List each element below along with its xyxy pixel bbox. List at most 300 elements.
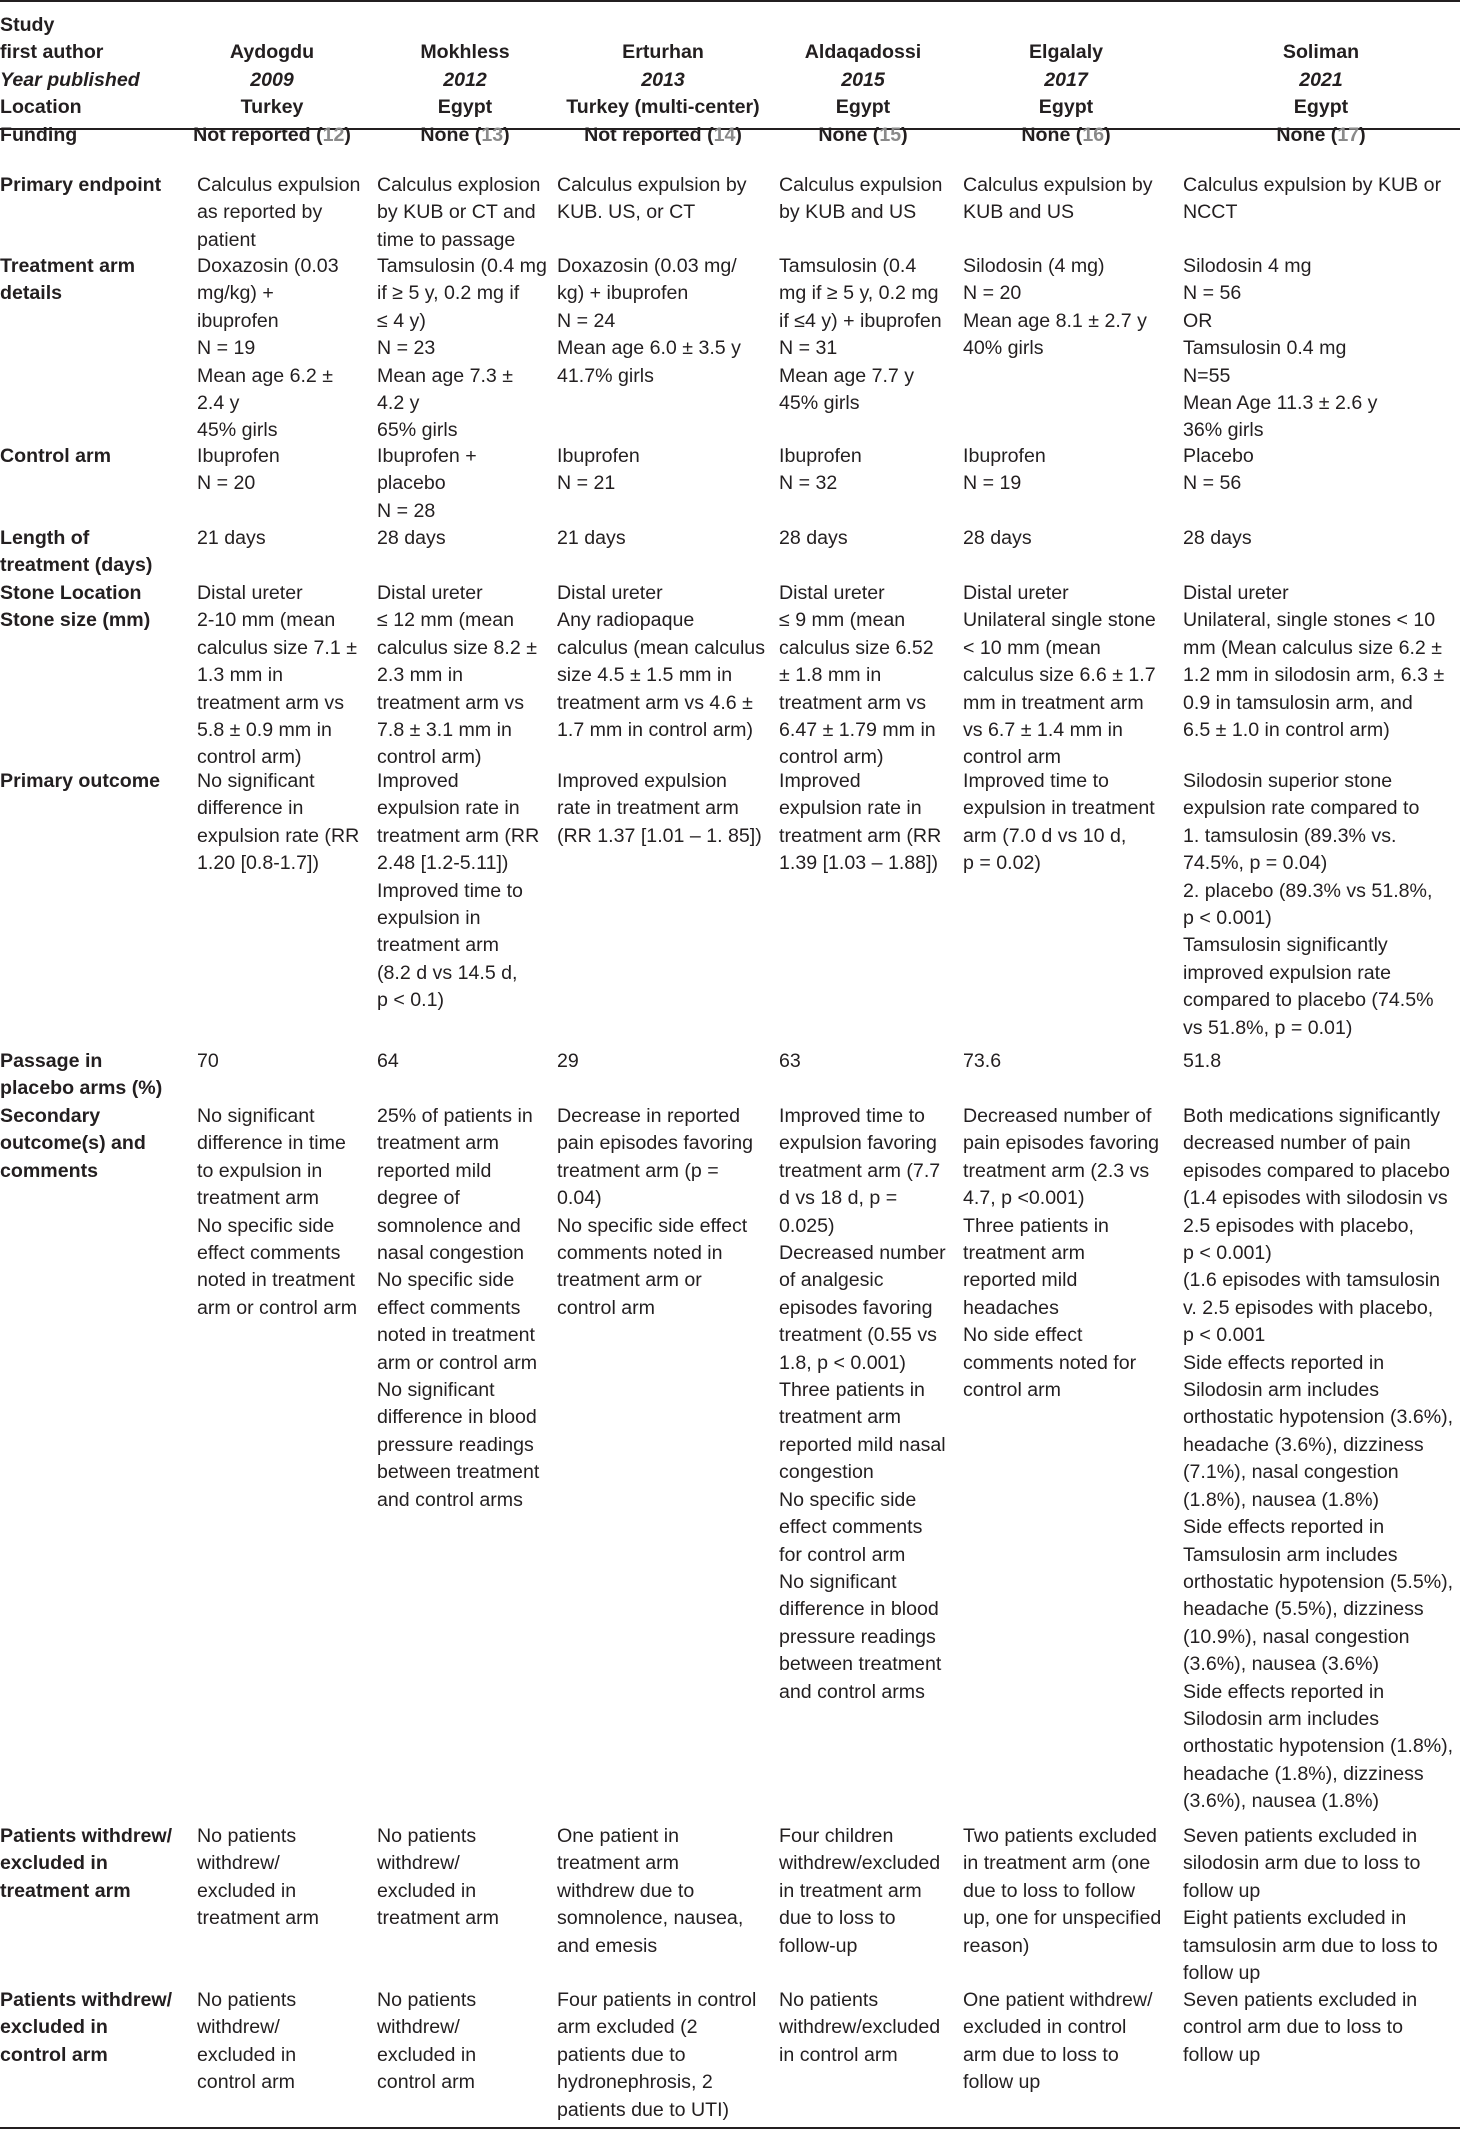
table-cell (557, 1987, 775, 2124)
table-cell (779, 1823, 959, 1960)
cell-line: control arm) (377, 746, 482, 769)
cell-line: Ibuprofen (197, 445, 280, 467)
cell-line: 28 days (779, 527, 848, 549)
cell-line: Calculus expulsion (779, 174, 943, 196)
cell-line: expulsion favoring (779, 1132, 937, 1155)
cell-line: 41.7% girls (557, 364, 654, 387)
row-label-line: Passage in (0, 1050, 103, 1072)
cell-line: in control arm (779, 2043, 898, 2066)
cell-line: Side effects reported in (1183, 1351, 1385, 1374)
cell-line: control arm) (779, 746, 884, 769)
table-cell (377, 1103, 553, 1514)
cell-line: in treatment arm (779, 1879, 922, 1902)
cell-line: 1.39 [1.03 – 1.88]) (779, 852, 939, 875)
cell-line: Decreased number (779, 1242, 946, 1265)
table-cell (377, 172, 553, 254)
cell-line: 65% girls (377, 419, 458, 442)
cell-line: tamsulosin arm due to loss to (1183, 1934, 1438, 1957)
cell-line: 28 days (377, 527, 446, 549)
cell-line: difference in (197, 797, 304, 820)
cell-line: p < 0.001) (1183, 1242, 1272, 1265)
cell-line: noted in treatment (197, 1269, 355, 1292)
table-cell (197, 768, 373, 878)
table-cell (963, 580, 1179, 772)
row-label-line: Stone size (mm) (0, 609, 151, 632)
table-cell (963, 253, 1179, 363)
table-cell (557, 172, 775, 227)
study-funding: None (15) (818, 123, 908, 146)
cell-line: KUB and US (963, 201, 1075, 224)
cell-line: Improved expulsion (557, 770, 727, 792)
study-funding-text: None (420, 123, 470, 146)
cell-line: as reported by (197, 201, 323, 224)
cell-line: No specific side (197, 1214, 335, 1237)
cell-line: reason) (963, 1934, 1030, 1957)
study-funding-text: None (1276, 123, 1326, 146)
cell-line: excluded in (197, 2043, 297, 2066)
row-label-line: Control arm (0, 445, 112, 467)
cell-line: No patients (197, 1989, 297, 2011)
cell-line: withdrew/excluded (779, 1852, 941, 1875)
table-cell (779, 768, 959, 878)
row-label (0, 253, 196, 308)
cell-line: calculus size 6.52 (779, 636, 934, 659)
cell-line: difference in blood (779, 1598, 939, 1621)
row-label-line: Length of (0, 527, 90, 549)
cell-line: orthostatic hypotension (1.8%), (1183, 1735, 1454, 1758)
cell-line: and control arms (377, 1488, 523, 1511)
cell-line: treatment arm vs (779, 691, 926, 714)
cell-line: Mean age 8.1 ± 2.7 y (963, 309, 1147, 332)
cell-line: somnolence and (377, 1214, 521, 1237)
cell-line: (10.9%), nasal congestion (1183, 1625, 1410, 1648)
cell-line: No specific side (779, 1488, 917, 1511)
cell-line: 40% girls (963, 337, 1044, 360)
cell-line: ≤ 4 y) (377, 309, 426, 332)
study-year: 2009 (250, 68, 294, 91)
cell-line: episodes favoring (779, 1296, 933, 1319)
table-cell (197, 580, 373, 772)
cell-line: control arm due to loss to (1183, 2016, 1403, 2039)
cell-line: Tamsulosin 0.4 mg (1183, 337, 1347, 360)
study-reference: 16 (1082, 123, 1105, 146)
cell-line: arm or control arm (197, 1296, 358, 1319)
row-label-line: Primary outcome (0, 770, 161, 792)
cell-line: Silodosin (4 mg) (963, 255, 1105, 277)
study-author: Aydogdu (229, 41, 315, 64)
cell-line: mm in treatment arm (963, 691, 1144, 714)
table-cell (779, 443, 959, 498)
cell-line: 21 days (197, 527, 266, 549)
cell-line: 1. tamsulosin (89.3% vs. (1183, 824, 1397, 847)
cell-line: treatment arm vs (197, 691, 344, 714)
cell-line: Tamsulosin (0.4 mg (377, 255, 547, 277)
cell-line: patients due to (557, 2043, 686, 2066)
cell-line: v. 2.5 episodes with placebo, (1183, 1296, 1434, 1319)
cell-line: N = 32 (779, 472, 838, 495)
cell-line: OR (1183, 309, 1213, 332)
cell-line: treatment arm (RR (377, 824, 540, 847)
cell-line: placebo (377, 472, 446, 495)
cell-line: Three patients in (779, 1379, 925, 1402)
cell-line: ≤ 9 mm (mean (779, 609, 906, 632)
cell-line: Unilateral, single stones < 10 (1183, 609, 1436, 632)
cell-line: One patient in (557, 1825, 680, 1847)
cell-line: time to passage (377, 228, 516, 251)
cell-line: headache (5.5%), dizziness (1183, 1598, 1424, 1621)
study-funding: None (13) (420, 123, 510, 146)
cell-line: N = 20 (963, 282, 1022, 305)
table-cell (963, 768, 1179, 878)
header-label: first author (0, 41, 104, 64)
study-author: Mokhless (420, 41, 510, 64)
cell-line: withdrew/ (197, 1852, 280, 1875)
cell-line: expulsion rate in (779, 797, 922, 820)
cell-line: headaches (963, 1296, 1059, 1319)
cell-line: for control arm (779, 1543, 906, 1566)
cell-line: Doxazosin (0.03 mg/ (557, 255, 737, 277)
cell-line: Eight patients excluded in (1183, 1907, 1407, 1930)
cell-line: N = 31 (779, 337, 838, 360)
cell-line: Decrease in reported (557, 1105, 740, 1127)
row-label (0, 768, 196, 795)
cell-line: 0.025) (779, 1214, 835, 1237)
table-cell (557, 525, 775, 552)
cell-line: 1.7 mm in control arm) (557, 719, 753, 742)
study-funding-text: Not reported (584, 123, 702, 146)
cell-line: 73.6 (963, 1050, 1002, 1072)
row-label (0, 1987, 196, 2069)
cell-line: expulsion rate compared to (1183, 797, 1420, 820)
cell-line: withdrew/ (377, 2016, 460, 2039)
cell-line: No patients (197, 1825, 297, 1847)
cell-line: 1.20 [0.8-1.7]) (197, 852, 319, 875)
cell-line: Doxazosin (0.03 (197, 255, 339, 277)
cell-line: N = 21 (557, 472, 616, 495)
cell-line: control arm (963, 1379, 1061, 1402)
study-reference: 15 (879, 123, 902, 146)
cell-line: 51.8 (1183, 1050, 1222, 1072)
row-label-line: treatment (days) (0, 554, 153, 577)
cell-line: Ibuprofen + (377, 445, 477, 467)
table-cell (557, 580, 775, 744)
cell-line: ibuprofen (197, 309, 279, 332)
cell-line: arm (7.0 d vs 10 d, (963, 824, 1127, 847)
cell-line: follow up (1183, 1962, 1261, 1985)
cell-line: withdrew/ (377, 1852, 460, 1875)
cell-line: somnolence, nausea, (557, 1907, 744, 1930)
cell-line: 7.8 ± 3.1 mm in (377, 719, 512, 742)
cell-line: One patient withdrew/ (963, 1989, 1153, 2011)
header-label: Location (0, 96, 82, 119)
study-reference: 14 (713, 123, 736, 146)
table-cell (557, 768, 775, 850)
cell-line: Mean age 7.7 y (779, 364, 915, 387)
study-funding: Not reported (12) (193, 123, 351, 146)
cell-line: treatment arm or (557, 1269, 702, 1292)
cell-line: treatment arm (RR (779, 824, 942, 847)
table-cell (779, 253, 959, 417)
row-label-line: comments (0, 1159, 98, 1182)
table-cell (197, 253, 373, 445)
cell-line: treatment arm (377, 934, 499, 957)
table-cell (377, 1048, 553, 1075)
cell-line: Calculus expulsion by (557, 174, 747, 196)
table-cell (1183, 443, 1455, 498)
cell-line: patient (197, 228, 256, 251)
cell-line: pressure readings (779, 1625, 936, 1648)
cell-line: calculus size 8.2 ± (377, 636, 537, 659)
row-label-line: treatment arm (0, 1879, 131, 1902)
cell-line: Calculus expulsion by KUB or (1183, 174, 1442, 196)
row-label (0, 443, 196, 470)
table-cell (963, 1103, 1179, 1404)
table-cell (557, 253, 775, 390)
table-cell (557, 1103, 775, 1322)
cell-line: Mean age 7.3 ± (377, 364, 514, 387)
cell-line: Side effects reported in (1183, 1680, 1385, 1703)
cell-line: withdrew/ (197, 2016, 280, 2039)
cell-line: mg if ≥ 5 y, 0.2 mg (779, 282, 939, 305)
cell-line: treatment arm (377, 1907, 499, 1930)
cell-line: effect comments (197, 1242, 341, 1265)
cell-line: due to loss to (779, 1907, 896, 1930)
table-cell (1183, 253, 1455, 445)
cell-line: N = 24 (557, 309, 616, 332)
cell-line: Improved time to (963, 770, 1109, 792)
cell-line: by KUB and US (779, 201, 917, 224)
cell-line: Side effects reported in (1183, 1516, 1385, 1539)
study-year: 2015 (841, 68, 885, 91)
cell-line: p < 0.001 (1183, 1324, 1266, 1347)
cell-line: difference in time (197, 1132, 346, 1155)
table-cell (377, 768, 553, 1015)
cell-line: N = 20 (197, 472, 256, 495)
cell-line: 21 days (557, 527, 626, 549)
study-location: Egypt (1038, 96, 1094, 119)
table-cell (963, 172, 1179, 227)
row-label-line: Treatment arm (0, 255, 136, 277)
cell-line: control arm (963, 746, 1061, 769)
cell-line: withdrew due to (557, 1879, 695, 1902)
cell-line: Distal ureter (779, 582, 885, 604)
cell-line: follow-up (779, 1934, 858, 1957)
table-cell (779, 1987, 959, 2069)
study-location: Turkey (240, 96, 304, 119)
cell-line: noted in treatment (377, 1324, 535, 1347)
cell-line: Both medications significantly (1183, 1105, 1441, 1127)
cell-line: Tamsulosin significantly (1183, 934, 1388, 957)
cell-line: Silodosin 4 mg (1183, 255, 1312, 277)
table-cell (197, 443, 373, 498)
header-label: Year published (0, 68, 140, 91)
header-label: Funding (0, 123, 78, 146)
row-label-line: control arm (0, 2043, 108, 2066)
study-funding-text: None (1021, 123, 1071, 146)
row-label-line: Secondary (0, 1105, 101, 1127)
cell-line: 2.3 mm in (377, 664, 464, 687)
study-funding-text: None (818, 123, 868, 146)
study-year: 2017 (1044, 68, 1088, 91)
cell-line: control arm (557, 1296, 655, 1319)
cell-line: of analgesic (779, 1269, 884, 1292)
cell-line: 2.48 [1.2-5.11]) (377, 852, 509, 875)
cell-line: reported mild nasal (779, 1433, 946, 1456)
study-author: Soliman (1282, 41, 1360, 64)
cell-line: effect comments (779, 1516, 923, 1539)
study-location: Turkey (multi-center) (566, 96, 760, 119)
cell-line: 25% of patients in (377, 1105, 533, 1127)
cell-line: by KUB or CT and (377, 201, 536, 224)
row-label-line: excluded in (0, 1852, 108, 1875)
cell-line: follow up (1183, 1879, 1261, 1902)
cell-line: degree of (377, 1187, 460, 1210)
table-cell (1183, 1823, 1455, 1987)
cell-line: treatment arm (7.7 (779, 1159, 941, 1182)
table-cell (197, 525, 373, 552)
cell-line: Distal ureter (377, 582, 483, 604)
cell-line: Improved time to (377, 879, 523, 902)
cell-line: follow up (963, 2071, 1041, 2094)
cell-line: 6.5 ± 1.0 in control arm) (1183, 719, 1390, 742)
cell-line: p < 0.1) (377, 989, 444, 1012)
cell-line: treatment arm (963, 1242, 1085, 1265)
table-cell (377, 1987, 553, 2097)
table-cell (963, 1987, 1179, 2097)
table-cell (779, 525, 959, 552)
table-cell (197, 1103, 373, 1322)
study-location: Egypt (1293, 96, 1349, 119)
cell-line: Silodosin arm includes (1183, 1379, 1380, 1402)
cell-line: NCCT (1183, 201, 1238, 224)
table-cell (557, 1048, 775, 1075)
cell-line: treatment arm (p = (557, 1159, 719, 1182)
cell-line: Unilateral single stone (963, 609, 1156, 632)
cell-line: p < 0.001) (1183, 907, 1272, 930)
row-label-line: details (0, 282, 63, 305)
cell-line: treatment arm vs 4.6 ± (557, 691, 753, 714)
cell-line: calculus size 7.1 ± (197, 636, 357, 659)
cell-line: and control arms (779, 1680, 925, 1703)
study-reference: 13 (481, 123, 504, 146)
cell-line: Calculus expulsion (197, 174, 361, 196)
study-year: 2021 (1299, 68, 1343, 91)
cell-line: Calculus expulsion by (963, 174, 1153, 196)
cell-line: No significant (377, 1379, 495, 1402)
table-cell (197, 1823, 373, 1933)
study-year: 2012 (443, 68, 487, 91)
cell-line: hydronephrosis, 2 (557, 2071, 713, 2094)
cell-line: between treatment (779, 1653, 942, 1676)
row-label-line: Primary endpoint (0, 174, 162, 196)
cell-line: Placebo (1183, 445, 1254, 467)
table-cell (1183, 172, 1455, 227)
cell-line: ≤ 12 mm (mean (377, 609, 515, 632)
row-label (0, 1048, 196, 1103)
cell-line: (3.6%), nausea (1.8%) (1183, 1790, 1380, 1813)
row-label-line: Patients withdrew/ (0, 1989, 173, 2011)
cell-line: N=55 (1183, 364, 1231, 387)
cell-line: treatment arm (557, 1852, 679, 1875)
cell-line: between treatment (377, 1461, 540, 1484)
study-funding-text: Not reported (193, 123, 311, 146)
table-cell (963, 525, 1179, 552)
cell-line: compared to placebo (74.5% (1183, 989, 1434, 1012)
cell-line: (8.2 d vs 14.5 d, (377, 961, 518, 984)
cell-line: reported mild (377, 1159, 492, 1182)
cell-line: treatment arm (197, 1907, 319, 1930)
cell-line: 2-10 mm (mean (197, 609, 336, 632)
cell-line: mm (Mean calculus size 6.2 ± (1183, 636, 1443, 659)
cell-line: Improved time to (779, 1105, 925, 1127)
cell-line: 2.5 episodes with placebo, (1183, 1214, 1414, 1237)
cell-line: excluded in control (963, 2016, 1127, 2039)
cell-line: control arm (197, 2071, 295, 2094)
cell-line: arm due to loss to (963, 2043, 1119, 2066)
cell-line: No significant (779, 1570, 897, 1593)
cell-line: arm excluded (2 (557, 2016, 698, 2039)
cell-line: < 10 mm (mean (963, 636, 1101, 659)
cell-line: N = 56 (1183, 282, 1242, 305)
cell-line: difference in blood (377, 1406, 537, 1429)
cell-line: expulsion rate in (377, 797, 520, 820)
cell-line: Four patients in control (557, 1989, 757, 2011)
cell-line: d vs 18 d, p = (779, 1187, 898, 1210)
cell-line: N = 28 (377, 499, 436, 522)
cell-line: Ibuprofen (963, 445, 1046, 467)
cell-line: Calculus explosion (377, 174, 541, 196)
row-label (0, 1823, 196, 1905)
table-cell (963, 1048, 1179, 1075)
cell-line: Four children (779, 1825, 894, 1847)
cell-line: effect comments (377, 1296, 521, 1319)
cell-line: treatment arm (779, 1406, 901, 1429)
table-cell (377, 1823, 553, 1933)
table-cell (377, 253, 553, 445)
cell-line: 74.5%, p = 0.04) (1183, 852, 1328, 875)
cell-line: treatment arm (377, 1132, 499, 1155)
cell-line: Seven patients excluded in (1183, 1825, 1418, 1847)
cell-line: reported mild (963, 1269, 1078, 1292)
cell-line: pain episodes favoring (557, 1132, 754, 1155)
table-cell (779, 580, 959, 772)
cell-line: Silodosin superior stone (1183, 770, 1393, 792)
cell-line: treatment arm (197, 1187, 319, 1210)
cell-line: episodes compared to placebo (1183, 1159, 1450, 1182)
cell-line: silodosin arm due to loss to (1183, 1852, 1421, 1875)
table-cell (557, 443, 775, 498)
table-cell (1183, 768, 1455, 1042)
cell-line: pressure readings (377, 1433, 534, 1456)
cell-line: control arm (377, 2071, 475, 2094)
cell-line: to expulsion in (197, 1159, 323, 1182)
cell-line: 45% girls (197, 419, 278, 442)
cell-line: KUB. US, or CT (557, 201, 696, 224)
cell-line: N = 23 (377, 337, 436, 360)
cell-line: Mean Age 11.3 ± 2.6 y (1183, 392, 1378, 415)
study-author: Erturhan (622, 41, 704, 64)
cell-line: control arm) (197, 746, 302, 769)
cell-line: decreased number of pain (1183, 1132, 1411, 1155)
cell-line: in treatment arm (one (963, 1852, 1151, 1875)
cell-line: 28 days (963, 527, 1032, 549)
row-label (0, 1103, 196, 1185)
cell-line: if ≥ 5 y, 0.2 mg if (377, 282, 520, 305)
cell-line: nasal congestion (377, 1242, 525, 1265)
cell-line: N = 19 (963, 472, 1022, 495)
cell-line: No specific side effect (557, 1214, 748, 1237)
cell-line: No significant (197, 770, 315, 792)
